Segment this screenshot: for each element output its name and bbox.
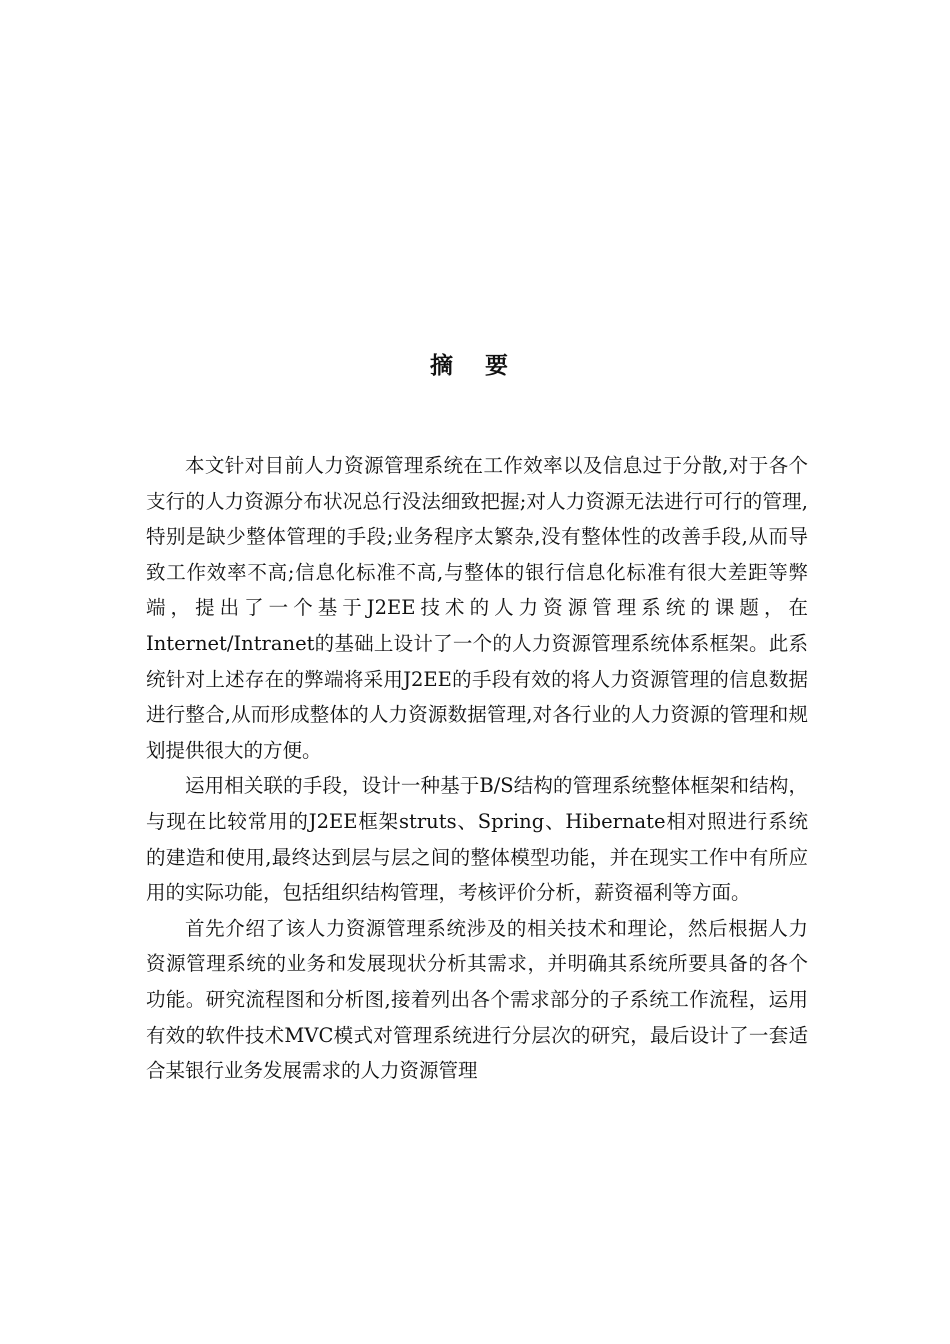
abstract-paragraph-3: 首先介绍了该人力资源管理系统涉及的相关技术和理论，然后根据人力资源管理系统的业务和发展现状分析其需求，并明确其系统所要具备的各个功能。研究流程图和分析图,接着列出各个需求部分的子系统工作流程，运用有效的软件技术MVC模式对管理系统进行分层次的研究，最后设计了一套适合某银行业务发展需求的人力资源管理: [146, 916, 808, 1083]
abstract-paragraph-1: 本文针对目前人力资源管理系统在工作效率以及信息过于分散,对于各个支行的人力资源分布状况总行没法细致把握;对人力资源无法进行可行的管理,特别是缺少整体管理的手段;业务程序太繁杂,没有整体性的改善手段,从而导致工作效率不高;信息化标准不高,与整体的银行信息化标准有很大差距等弊端，提出了一个基于J2EE技术的人力资源管理系统的课题，在Internet/Intranet的基础上设计了一个的人力资源管理系统体系框架。此系统针对上述存在的弊端将采用J2EE的手段有效的将人力资源管理的信息数据进行整合,从而形成整体的人力资源数据管理,对各行业的人力资源的管理和规划提供很大的方便。: [146, 454, 808, 762]
abstract-body: [146, 448, 808, 1089]
abstract-paragraph-2: 运用相关联的手段，设计一种基于B/S结构的管理系统整体框架和结构，与现在比较常用的J2EE框架struts、Spring、Hibernate相对照进行系统的建造和使用,最终达到层与层之间的整体模型功能，并在现实工作中有所应用的实际功能，包括组织结构管理，考核评价分析，薪资福利等方面。: [146, 774, 808, 905]
page-title: 摘 要: [429, 353, 520, 379]
